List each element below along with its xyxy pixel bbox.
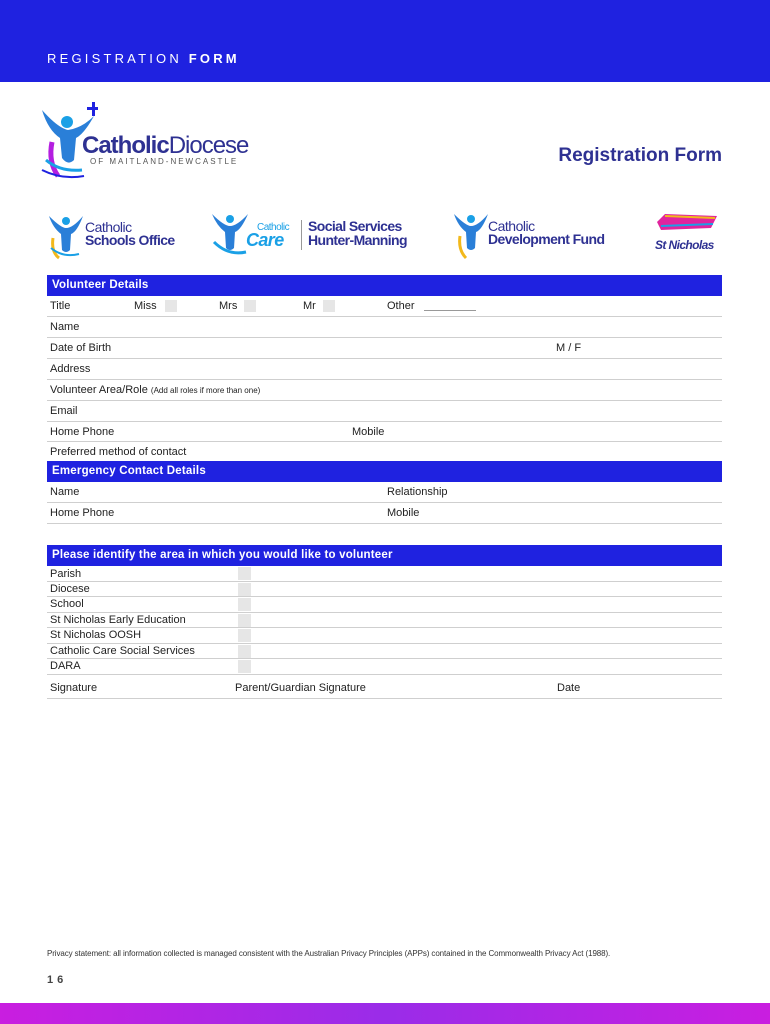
area-label: Parish <box>50 568 82 580</box>
area-checkbox[interactable] <box>238 629 251 642</box>
area-checkbox[interactable] <box>238 567 251 580</box>
area-checkbox[interactable] <box>238 660 251 673</box>
relationship-label: Relationship <box>387 486 448 498</box>
emergency-name-row[interactable] <box>47 482 722 503</box>
area-row <box>47 597 722 613</box>
devfund-logo-line1: Catholic <box>488 218 535 234</box>
schools-logo-line2: Schools Office <box>85 232 175 248</box>
schools-logo-line1: Catholic <box>85 219 132 235</box>
area-checkbox[interactable] <box>238 583 251 596</box>
area-label: St Nicholas Early Education <box>50 614 186 626</box>
area-row <box>47 628 722 644</box>
other-input[interactable] <box>424 310 476 311</box>
area-row <box>47 566 722 582</box>
figure-logo-icon <box>210 208 250 260</box>
emergency-mobile-label: Mobile <box>387 507 420 519</box>
date-label: Date <box>557 682 581 694</box>
area-label: DARA <box>50 660 81 672</box>
area-checkbox[interactable] <box>238 598 251 611</box>
bottom-bar <box>0 1003 770 1024</box>
area-row <box>47 659 722 675</box>
title-label: Title <box>50 300 71 312</box>
page-title: Registration Form <box>558 145 722 166</box>
page-number: 16 <box>47 974 68 986</box>
banner-title <box>47 51 240 66</box>
area-row <box>47 613 722 628</box>
devfund-logo-line2: Development Fund <box>488 231 605 247</box>
top-banner <box>0 0 770 82</box>
logo-brand-bold: Catholic <box>82 132 169 159</box>
mrs-checkbox[interactable] <box>244 300 256 312</box>
preferred-contact-label: Preferred method of contact <box>50 446 187 458</box>
other-label: Other <box>387 300 415 312</box>
emergency-home-phone-label: Home Phone <box>50 507 115 519</box>
mobile-label: Mobile <box>352 426 385 438</box>
role-row[interactable] <box>47 380 722 401</box>
mr-label: Mr <box>303 300 316 312</box>
address-row[interactable] <box>47 359 722 380</box>
dob-row[interactable] <box>47 338 722 359</box>
address-label: Address <box>50 363 91 375</box>
signature-row[interactable] <box>47 677 722 699</box>
care-logo-catholic: Catholic <box>257 222 290 233</box>
area-section-heading: Please identify the area in which you would like to volunteer <box>47 545 722 566</box>
care-logo-word: Care <box>246 230 284 250</box>
st-nicholas-wordmark: St Nicholas <box>655 238 714 252</box>
social-services-line1: Social Services <box>308 218 402 234</box>
emergency-section-heading: Emergency Contact Details <box>47 461 722 482</box>
home-phone-label: Home Phone <box>50 426 115 438</box>
area-label: Diocese <box>50 583 90 595</box>
diocese-logo <box>38 100 248 182</box>
role-label-text: Volunteer Area/Role <box>50 384 148 396</box>
email-label: Email <box>50 405 78 417</box>
st-nicholas-logo <box>655 208 725 260</box>
development-fund-logo <box>452 208 622 260</box>
logo-divider <box>301 220 302 250</box>
figure-logo-icon <box>452 208 490 260</box>
role-label <box>50 384 260 396</box>
emergency-name-label: Name <box>50 486 80 498</box>
area-row <box>47 644 722 659</box>
mr-checkbox[interactable] <box>323 300 335 312</box>
volunteer-section-heading: Volunteer Details <box>47 275 722 296</box>
figure-logo-icon <box>47 208 85 260</box>
catholic-care-logo <box>210 208 420 260</box>
name-row[interactable] <box>47 317 722 338</box>
gender-label: M / F <box>556 342 582 354</box>
banner-title-bold: FORM <box>188 51 240 66</box>
area-row <box>47 582 722 597</box>
parent-signature-label: Parent/Guardian Signature <box>235 682 366 694</box>
mrs-label: Mrs <box>219 300 238 312</box>
banner-ribbon-icon <box>655 208 721 236</box>
email-row[interactable] <box>47 401 722 422</box>
logo-brand-rest: Diocese <box>168 132 249 159</box>
title-row <box>47 296 722 317</box>
emergency-phone-row[interactable] <box>47 503 722 524</box>
area-label: School <box>50 598 84 610</box>
area-checkbox[interactable] <box>238 614 251 627</box>
area-label: Catholic Care Social Services <box>50 645 195 657</box>
miss-checkbox[interactable] <box>165 300 177 312</box>
signature-label: Signature <box>50 682 98 694</box>
role-hint: (Add all roles if more than one) <box>150 386 261 395</box>
banner-title-light: REGISTRATION <box>47 51 182 66</box>
phone-row[interactable] <box>47 422 722 442</box>
area-checkbox[interactable] <box>238 645 251 658</box>
miss-label: Miss <box>134 300 157 312</box>
area-label: St Nicholas OOSH <box>50 629 142 641</box>
preferred-contact-row[interactable] <box>47 442 722 462</box>
social-services-line2: Hunter-Manning <box>308 232 407 248</box>
schools-office-logo <box>47 208 187 260</box>
name-label: Name <box>50 321 80 333</box>
diocese-logo-subtitle: OF MAITLAND-NEWCASTLE <box>90 157 239 166</box>
dob-label: Date of Birth <box>50 342 112 354</box>
privacy-statement: Privacy statement: all information collected is managed consistent with the Australian Privacy Principles (APPs) contained in the Commonwealth Privacy Act (1988). <box>47 949 611 958</box>
diocese-logo-wordmark <box>82 132 248 160</box>
